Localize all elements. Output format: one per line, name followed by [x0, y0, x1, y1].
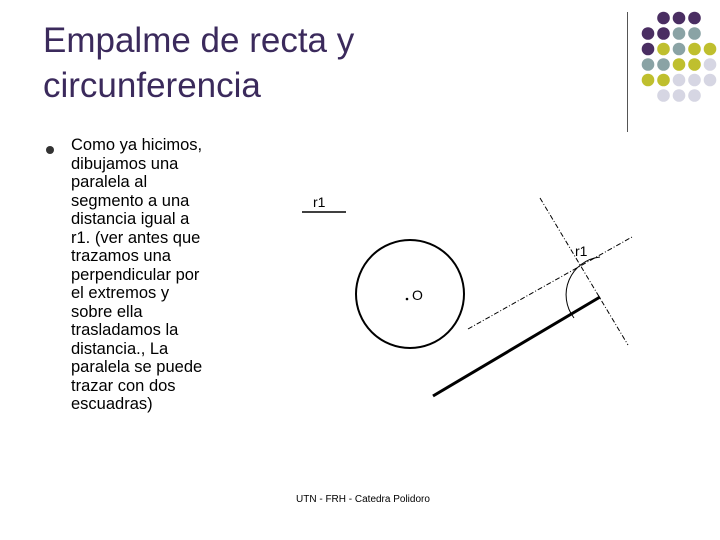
transfer-distance-label: r1 — [575, 243, 588, 259]
bullet-line: paralela al — [71, 173, 148, 191]
bullet-line: paralela se puede — [71, 358, 203, 376]
circle-center-label: O — [412, 287, 423, 303]
bullet-line: segmento a una — [71, 191, 190, 210]
title-line-2: circunferencia — [43, 66, 261, 105]
bullet-line: escuadras) — [71, 395, 153, 413]
circle-center-point — [406, 298, 409, 301]
bullet-line: perpendicular por — [71, 265, 200, 284]
footer-text: UTN - FRH - Catedra Polidoro — [296, 494, 430, 505]
perpendicular-construction-line — [540, 198, 628, 345]
bullet-line: trazamos una — [71, 247, 171, 265]
bullet-line: trasladamos la — [71, 321, 179, 339]
parallel-construction-line — [468, 237, 632, 329]
circle — [356, 240, 464, 348]
bullet-line: sobre ella — [71, 302, 143, 321]
bullet-line: Como ya hicimos, — [71, 136, 203, 154]
bullet-line: distancia., La — [71, 339, 169, 358]
bullet-line: r1. (ver antes que — [71, 228, 201, 247]
bullet-line: el extremos y — [71, 284, 170, 302]
title-line-1: Empalme de recta y — [43, 21, 355, 60]
bullet-line: dibujamos una — [71, 154, 179, 173]
radius-reference-label: r1 — [313, 194, 326, 210]
main-segment — [433, 297, 600, 396]
transfer-arc — [566, 257, 600, 318]
bullet-line: trazar con dos — [71, 376, 176, 395]
bullet-line: distancia igual a — [71, 210, 190, 228]
